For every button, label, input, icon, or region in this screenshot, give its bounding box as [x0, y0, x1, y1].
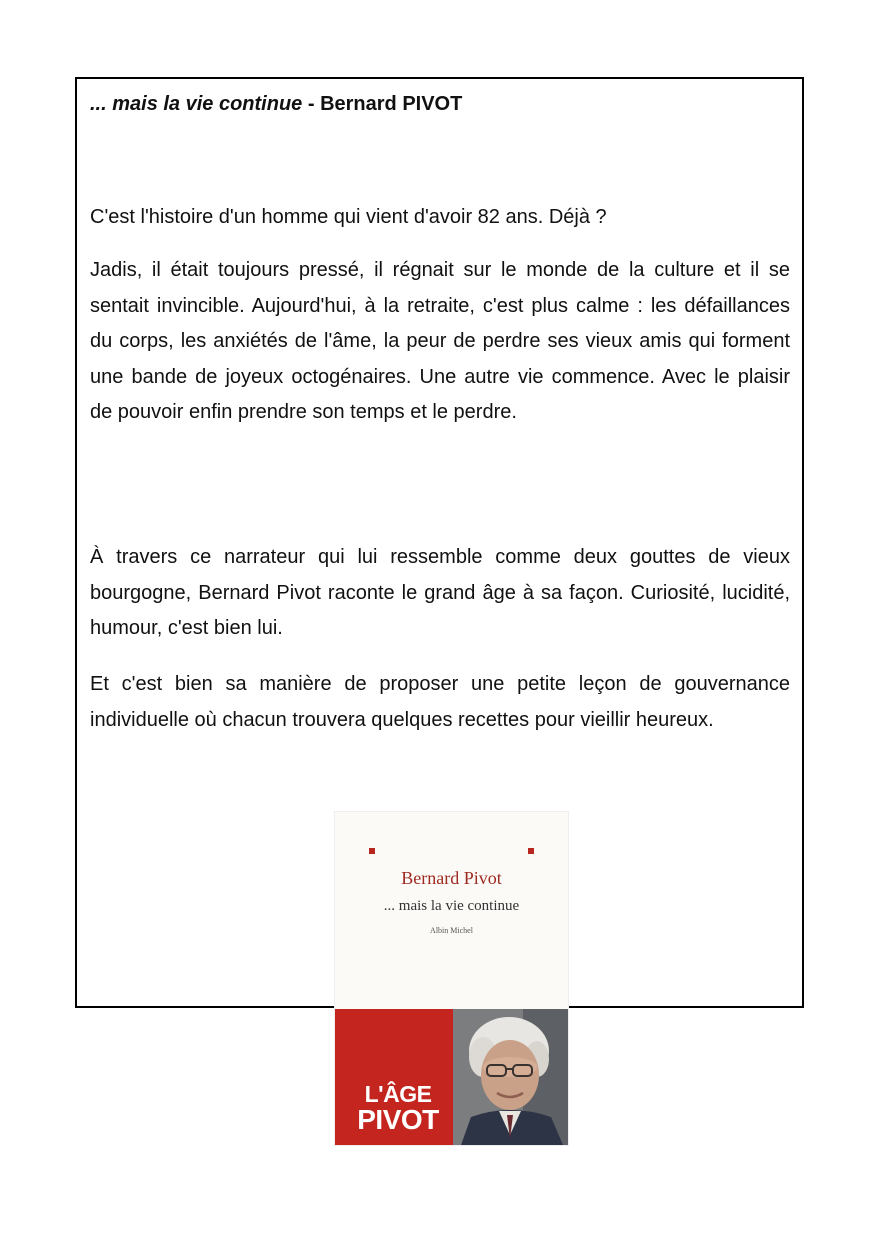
cover-dot-right	[528, 848, 534, 854]
paragraph-lesson: Et c'est bien sa manière de proposer une petite leçon de gouvernance individuelle où chacun trouvera quelques recettes pour vieillir heureux.	[90, 673, 790, 731]
page-title	[90, 90, 790, 118]
book-title: ... mais la vie continue	[90, 93, 303, 115]
paragraph-narrator: À travers ce narrateur qui lui ressemble comme deux gouttes de vieux bourgogne, Bernard Pivot raconte le grand âge à sa façon. Curiosité, lucidité, humour, c'est bien lui.	[90, 546, 790, 639]
cover-dot-left	[369, 848, 375, 854]
portrait-icon	[453, 1009, 568, 1145]
document-body	[90, 90, 790, 731]
band-line-1: L'ÂGE	[364, 1081, 432, 1107]
portrait-photo	[453, 1009, 568, 1145]
cover-title: ... mais la vie continue	[383, 898, 520, 914]
paragraph-summary: Jadis, il était toujours pressé, il régnait sur le monde de la culture et il se sentait invincible. Aujourd'hui, à la retraite, c'est plus calme : les défaillances du corps, les anxiétés de l'âme, la peur de perdre ses vieux amis qui forment une bande de joyeux octogénaires. Une autre vie commence. Avec le plaisir de pouvoir enfin prendre son temps et le perdre.	[90, 259, 790, 423]
cover-author: Bernard Pivot	[401, 868, 502, 888]
paragraph-intro: C'est l'histoire d'un homme qui vient d'avoir 82 ans. Déjà ?	[90, 206, 607, 228]
book-cover	[335, 812, 568, 1145]
cover-red-band	[335, 1009, 568, 1145]
author-name: - Bernard PIVOT	[302, 93, 463, 115]
band-line-2: PIVOT	[357, 1104, 439, 1135]
cover-publisher: Albin Michel	[430, 926, 473, 935]
band-slogan	[342, 1081, 454, 1133]
